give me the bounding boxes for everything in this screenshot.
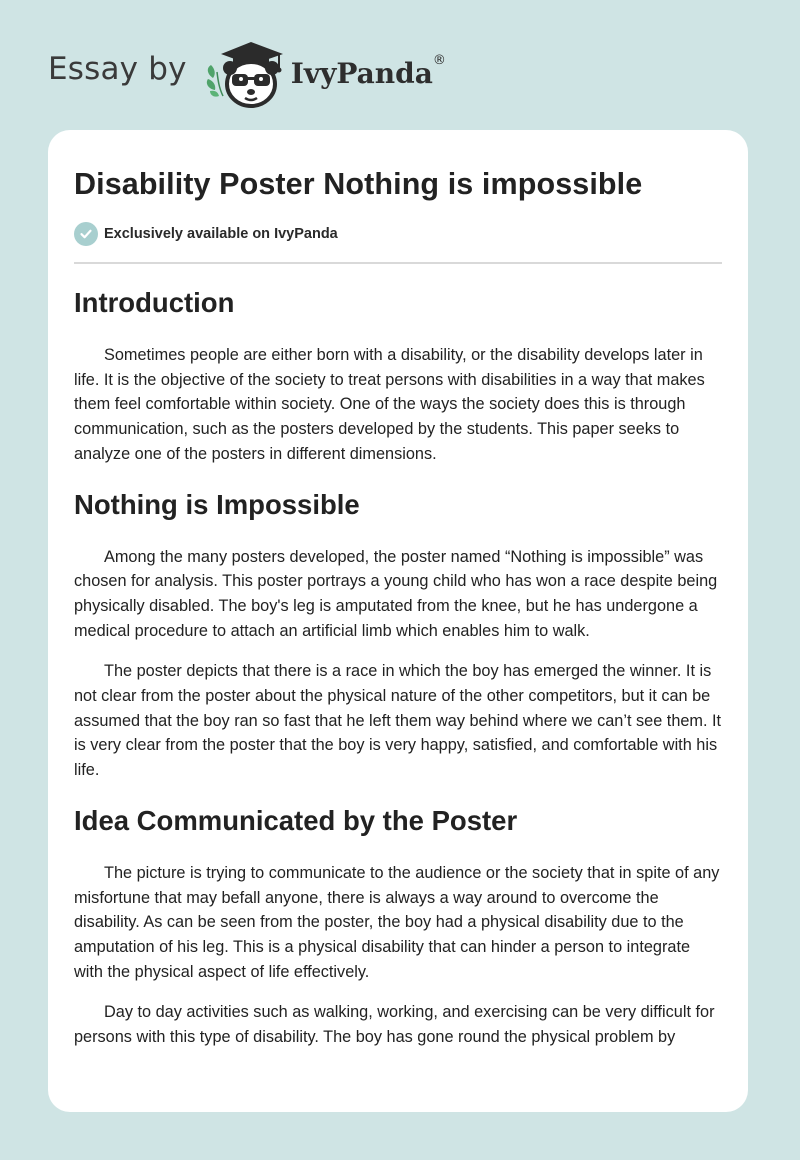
brand-header bbox=[48, 32, 446, 112]
exclusive-badge bbox=[74, 222, 722, 246]
exclusive-label: Exclusively available on IvyPanda bbox=[104, 226, 338, 242]
essay-title: Disability Poster Nothing is impossible bbox=[74, 167, 643, 201]
title-divider bbox=[74, 262, 722, 264]
paragraph: Day to day activities such as walking, working, and exercising can be very difficult for persons with this type of disability. The boy has gone round the physical problem by bbox=[74, 1003, 715, 1047]
paragraph: The picture is trying to communicate to the audience or the society that in spite of any misfortune that may befall anyone, there is always a way around to overcome the disability. As can be seen from the poster, the boy had a physical disability due to the amputation of his leg. This is a physical disability that can hinder a person to integrate with the physical aspect of life effectively. bbox=[74, 863, 720, 981]
registered-mark: ® bbox=[432, 52, 446, 68]
paragraph: The poster depicts that there is a race in which the boy has emerged the winner. It is not clear from the poster about the physical nature of the other competitors, but it can be assumed that the boy ran so fast that he left them way behind where we can’t see them. It is very clear from the poster that the boy is very happy, satisfied, and comfortable with his life. bbox=[74, 662, 722, 780]
essay-card bbox=[48, 130, 748, 1112]
paragraph: Among the many posters developed, the poster named “Nothing is impossible” was chosen for analysis. This poster portrays a young child who has won a race despite being physically disabled. The boy's leg is amputated from the knee, but he has undergone a medical procedure to attach an artificial limb which enables him to walk. bbox=[74, 547, 718, 640]
ivy-leaf-icon bbox=[207, 65, 223, 97]
section-heading-introduction: Introduction bbox=[74, 287, 235, 318]
section-heading-idea-communicated: Idea Communicated by the Poster bbox=[74, 804, 518, 836]
brand-prefix: Essay by bbox=[48, 51, 187, 87]
section-heading-nothing-is-impossible: Nothing is Impossible bbox=[74, 488, 360, 520]
panda-graduation-logo-icon[interactable] bbox=[203, 32, 293, 112]
brand-name: IvyPanda® bbox=[290, 52, 446, 90]
checkmark-icon bbox=[74, 222, 98, 246]
paragraph: Sometimes people are either born with a disability, or the disability develops later in life. It is the objective of the society to treat persons with disabilities in a way that makes them feel comfortable within society. One of the ways the society does this is through communication, such as the posters developed by the students. This paper seeks to analyze one of the posters in different dimensions. bbox=[74, 346, 705, 463]
